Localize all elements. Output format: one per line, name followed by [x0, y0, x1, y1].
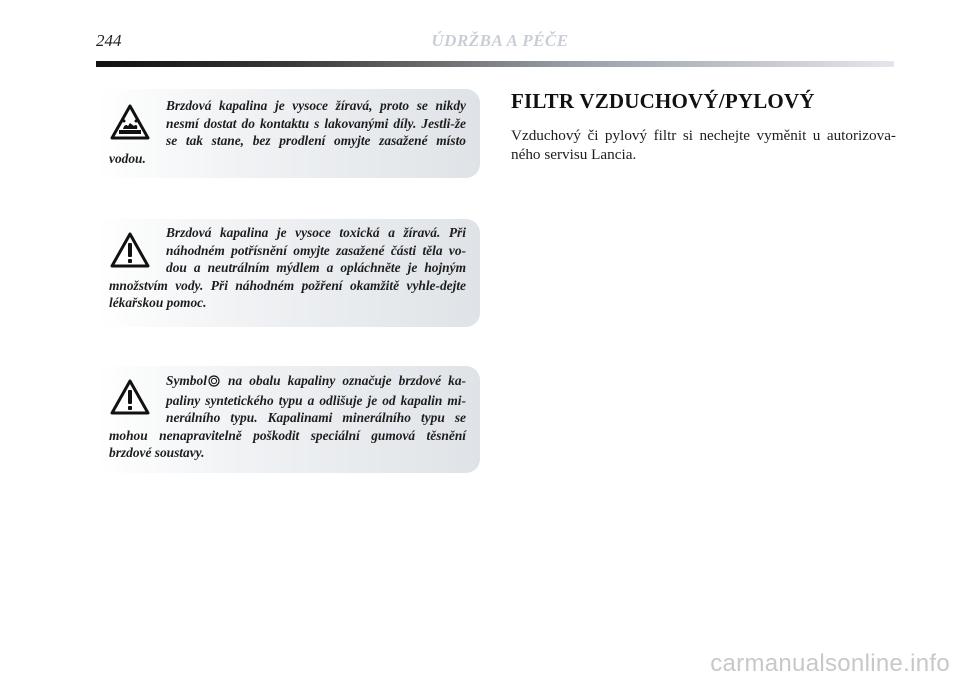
warning-text-before-symbol: Symbol [166, 373, 207, 388]
synthetic-fluid-symbol-icon [208, 374, 220, 392]
warning-box-corrosive [96, 89, 480, 178]
warning-text-toxic: Brzdová kapalina je vysoce toxická a žíravá. Při náhodném potřísnění omyjte zasažené části těla vo-dou a neutrálním mýdlem a opláchněte je hojným množstvím vody. Při náhodném požření okamžitě vyhle-dejte lékařskou pomoc. [109, 225, 466, 311]
warning-box-toxic [96, 219, 480, 327]
section-body-line: Vzduchový či pylový filtr si nechejte vyměnit u autorizova- [511, 127, 896, 144]
page-number: 244 [96, 31, 122, 50]
watermark: carmanualsonline.info [710, 650, 950, 677]
running-head: ÚDRŽBA A PÉČE [431, 31, 569, 50]
warning-box-fluid-type [96, 366, 480, 473]
section-title: FILTR VZDUCHOVÝ/PYLOVÝ [511, 89, 815, 113]
section-body [511, 126, 896, 164]
section-body-line: ného servisu Lancia. [511, 146, 637, 163]
warning-text-after-symbol: na obalu kapaliny označuje brzdové ka-paliny syntetického typu a odlišuje je od kapalin mi-nerálního typu. Kapalinami minerálního typu se mohou nenapravitelně poškodit speciální gumová těsnění brzdové soustavy. [109, 373, 466, 461]
warning-text-corrosive: Brzdová kapalina je vysoce žíravá, proto se nikdy nesmí dostat do kontaktu s lakovanými díly. Jestli-že se tak stane, bez prodlení omyjte zasažené místo vodou. [109, 98, 466, 166]
header-rule [96, 61, 894, 67]
